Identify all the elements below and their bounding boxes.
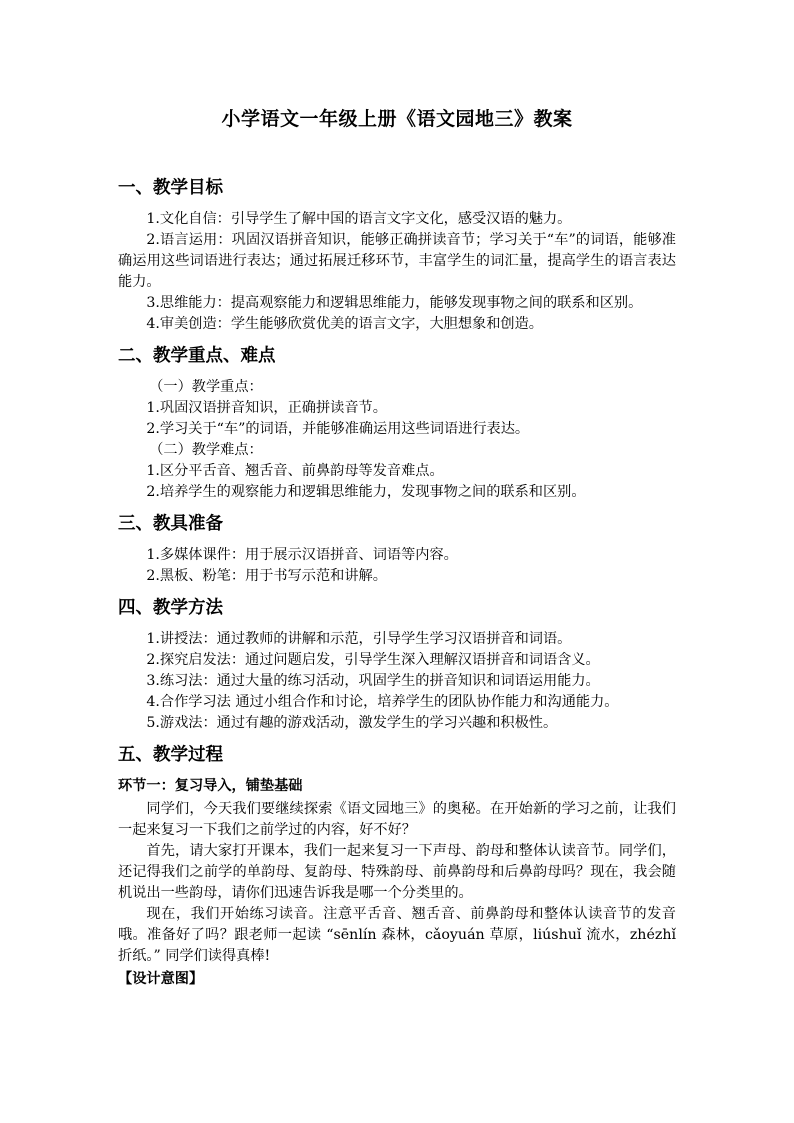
step-title: 环节一：复习导入，铺垫基础	[118, 778, 303, 794]
difficult-point-item: 2.培养学生的观察能力和逻辑思维能力，发现事物之间的联系和区别。	[146, 484, 586, 500]
method-item: 4.合作学习法 通过小组合作和讨论，培养学生的团队协作能力和沟通能力。	[146, 694, 619, 710]
objective-item: 4.审美创造：学生能够欣赏优美的语言文字，大胆想象和创造。	[146, 316, 543, 332]
section-objectives	[118, 175, 676, 335]
section-heading: 三、教具准备	[118, 514, 223, 534]
document-title: 小学语文一年级上册《语文园地三》教案	[221, 108, 573, 130]
process-paragraph: 现在，我们开始练习读音。注意平舌音、翘舌音、前鼻韵母和整体认读音节的发音哦。准备好了吗？跟老师一起读 “sēnlín 森林，cǎoyuán 草原，liúshuǐ 流水，zhézhǐ 折纸。” 同学们读得真棒!	[118, 906, 676, 964]
key-points-label: （一）教学重点：	[149, 379, 263, 395]
section-methods	[118, 595, 676, 734]
process-paragraph: 首先，请大家打开课本，我们一起来复习一下声母、韵母和整体认读音节。同学们，还记得我们之前学的单韵母、复韵母、特殊韵母、前鼻韵母和后鼻韵母吗？现在，我会随机说出一些韵母，请你们迅速告诉我是哪一个分类里的。	[118, 843, 676, 901]
material-item: 2.黑板、粉笔：用于书写示范和讲解。	[146, 568, 387, 584]
section-process	[118, 742, 676, 990]
method-item: 2.探究启发法：通过问题启发，引导学生深入理解汉语拼音和词语含义。	[146, 652, 600, 668]
objective-item: 2.语言运用：巩固汉语拼音知识，能够正确拼读音节；学习关于“车”的词语，能够准确运用这些词语进行表达；通过拓展迁移环节，丰富学生的词汇量，提高学生的语言表达能力。	[118, 232, 676, 290]
section-heading: 二、教学重点、难点	[118, 346, 276, 366]
method-item: 5.游戏法：通过有趣的游戏活动，激发学生的学习兴趣和积极性。	[146, 715, 558, 731]
key-point-item: 1.巩固汉语拼音知识，正确拼读音节。	[146, 400, 387, 416]
section-heading: 一、教学目标	[118, 178, 223, 198]
objective-item: 1.文化自信：引导学生了解中国的语言文字文化，感受汉语的魅力。	[146, 211, 572, 227]
section-heading: 五、教学过程	[118, 745, 223, 765]
material-item: 1.多媒体课件：用于展示汉语拼音、词语等内容。	[146, 547, 458, 563]
section-heading: 四、教学方法	[118, 598, 223, 618]
method-item: 1.讲授法：通过教师的讲解和示范，引导学生学习汉语拼音和词语。	[146, 631, 572, 647]
process-paragraph: 同学们，今天我们要继续探索《语文园地三》的奥秘。在开始新的学习之前，让我们一起来复习一下我们之前学过的内容，好不好？	[118, 801, 676, 838]
difficult-points-label: （二）教学难点：	[149, 442, 263, 458]
objective-item: 3.思维能力：提高观察能力和逻辑思维能力，能够发现事物之间的联系和区别。	[146, 295, 643, 311]
difficult-point-item: 1.区分平舌音、翘舌音、前鼻韵母等发音难点。	[146, 463, 444, 479]
design-intent-label: 【设计意图】	[118, 971, 204, 987]
section-key-points	[118, 343, 676, 503]
section-materials	[118, 511, 676, 587]
method-item: 3.练习法：通过大量的练习活动，巩固学生的拼音知识和词语运用能力。	[146, 673, 600, 689]
key-point-item: 2.学习关于“车”的词语，并能够准确运用这些词语进行表达。	[146, 421, 530, 437]
